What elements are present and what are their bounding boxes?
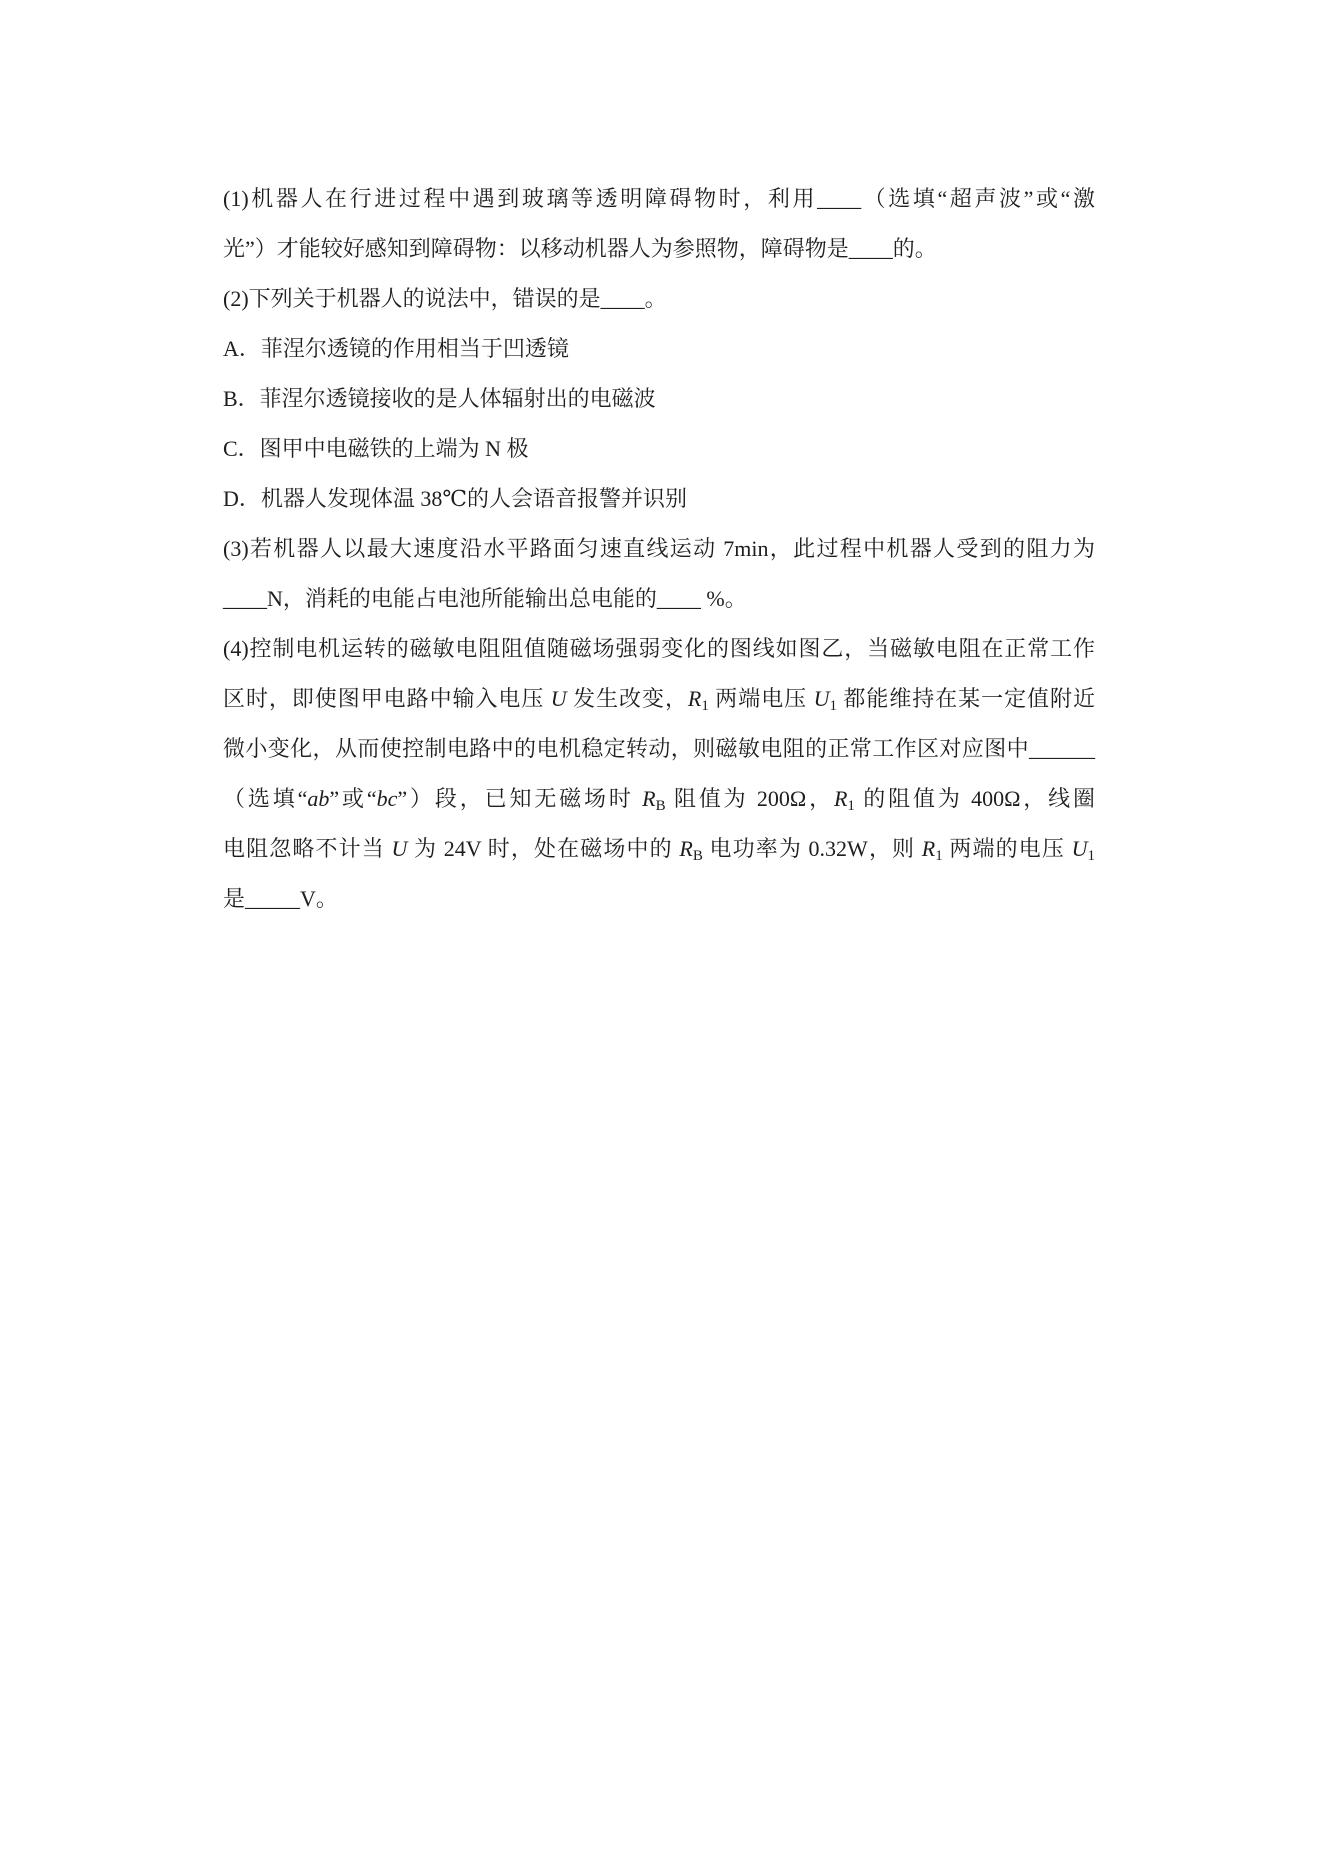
text-run: ____N，消耗的电能占电池所能输出总电能的____ %。 [223,586,747,611]
text-run: 两端的电压 [942,836,1072,861]
text-line-10 [223,624,1095,674]
text-line-6 [223,424,1095,474]
subscript: 1 [1087,848,1095,864]
text-run: ”）段，已知无磁场时 [397,786,643,811]
variable-symbol: $U_1$ [813,686,837,714]
variable-symbol: $U_1$ [1071,836,1095,864]
variable-symbol: $R_1$ [921,836,943,864]
text-run: 两端电压 [708,686,814,711]
subscript: 1 [935,848,943,864]
text-run: B．菲涅尔透镜接收的是人体辐射出的电磁波 [223,386,656,411]
variable-symbol: $R_1$ [833,786,855,814]
text-line-12 [223,724,1095,774]
text-run: 电功率为 0.32W，则 [702,836,922,861]
text-line-11 [223,674,1095,724]
text-run: 的阻值为 400Ω，线圈 [854,786,1096,811]
text-line-13 [223,774,1095,824]
variable-symbol: bc [376,786,398,811]
text-run: 区时，即使图甲电路中输入电压 [223,686,551,711]
text-line-3 [223,274,1095,324]
text-run: （选填“ [223,786,308,811]
text-run: 微小变化，从而使控制电路中的电机稳定转动，则磁敏电阻的正常工作区对应图中______ [223,736,1095,761]
text-line-7 [223,474,1095,524]
variable-symbol: ab [307,786,330,811]
text-run: 阻值为 200Ω， [665,786,834,811]
text-run: (2)下列关于机器人的说法中，错误的是____。 [223,286,667,311]
text-run: 光”）才能较好感知到障碍物：以移动机器人为参照物，障碍物是____的。 [223,236,937,261]
text-line-15 [223,874,1095,924]
subscript: 1 [847,798,855,814]
text-run: 为 24V 时，处在磁场中的 [407,836,680,861]
subscript: 1 [829,698,837,714]
text-line-4 [223,324,1095,374]
text-run: (4)控制电机运转的磁敏电阻阻值随磁场强弱变化的图线如图乙，当磁敏电阻在正常工作 [223,636,1095,661]
variable-symbol: $R_1$ [687,686,709,714]
text-line-1 [223,174,1095,224]
text-run: (3)若机器人以最大速度沿水平路面匀速直线运动 7min，此过程中机器人受到的阻力为 [223,536,1095,561]
variable-symbol: $R_B$ [679,836,703,864]
text-run: D．机器人发现体温 38℃的人会语音报警并识别 [223,486,687,511]
text-line-9 [223,574,1095,624]
subscript: B [692,848,703,864]
text-run: 都能维持在某一定值附近 [836,686,1095,711]
text-run: 是_____V。 [223,886,338,911]
variable-symbol: U [550,686,567,711]
text-run: A．菲涅尔透镜的作用相当于凹透镜 [223,336,569,361]
text-line-14 [223,824,1095,874]
text-line-8 [223,524,1095,574]
variable-symbol: U [391,836,408,861]
text-run: 电阻忽略不计当 [223,836,392,861]
text-line-2 [223,224,1095,274]
variable-symbol: $R_B$ [642,786,666,814]
subscript: 1 [701,698,709,714]
subscript: B [655,798,666,814]
text-run: 发生改变， [566,686,688,711]
text-line-5 [223,374,1095,424]
text-run: ”或“ [329,786,377,811]
exam-question-text [223,174,1095,924]
text-run: (1)机器人在行进过程中遇到玻璃等透明障碍物时，利用____（选填“超声波”或“激 [223,186,1095,211]
text-run: C．图甲中电磁铁的上端为 N 极 [223,436,529,461]
